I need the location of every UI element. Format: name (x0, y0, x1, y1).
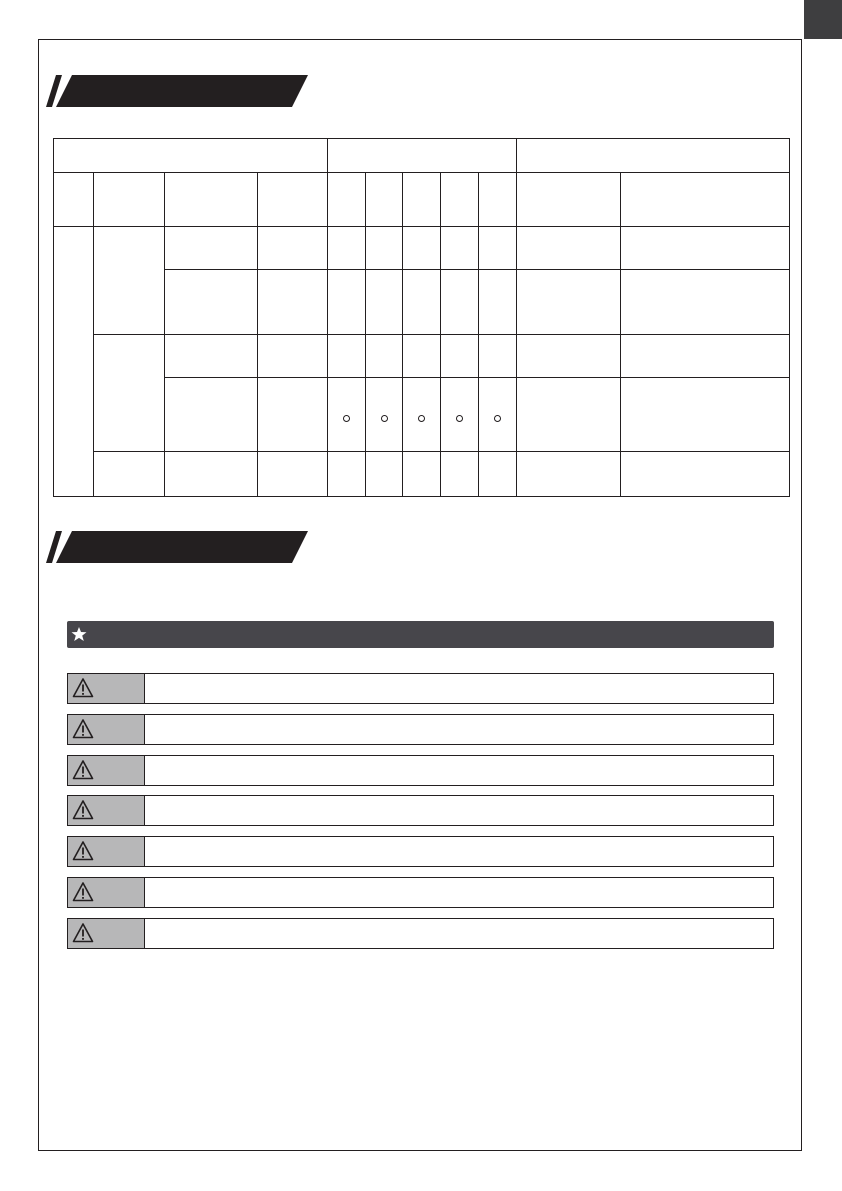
circle-mark (418, 415, 425, 422)
warning-triangle-icon (72, 840, 94, 867)
table-cell (328, 452, 366, 497)
warning-label (68, 756, 145, 785)
table-cell (441, 452, 479, 497)
table-cell (403, 452, 441, 497)
table-cell (54, 173, 94, 227)
table-cell (441, 173, 479, 227)
table-cell (403, 335, 441, 378)
table-cell (479, 335, 517, 378)
table-cell (366, 335, 403, 378)
table-header-row (54, 139, 790, 173)
table-cell (441, 270, 479, 335)
warning-row (67, 714, 774, 745)
table-subgroup-cell (94, 335, 165, 452)
table-cell (366, 270, 403, 335)
table-cell (258, 452, 328, 497)
circle-mark (343, 415, 350, 422)
table-cell (258, 378, 328, 452)
table-cell (517, 452, 621, 497)
table-cell (165, 270, 258, 335)
warning-row (67, 836, 774, 867)
table-row (54, 270, 790, 335)
table-cell (258, 227, 328, 270)
table-cell (517, 335, 621, 378)
warning-row (67, 877, 774, 908)
table-header-cell-1 (54, 139, 328, 173)
table-subgroup-cell (94, 452, 165, 497)
chapter-tab (804, 0, 842, 39)
circle-mark (381, 415, 388, 422)
warning-triangle-icon (72, 759, 94, 786)
warning-triangle-icon (72, 922, 94, 949)
table-cell (517, 173, 621, 227)
table-cell (366, 173, 403, 227)
table-cell (403, 173, 441, 227)
warning-label (68, 715, 145, 744)
table-cell (165, 335, 258, 378)
table-cell (328, 378, 366, 452)
table-cell (403, 270, 441, 335)
warning-row (67, 795, 774, 826)
warning-triangle-icon (72, 799, 94, 826)
table-cell (366, 227, 403, 270)
warning-label (68, 837, 145, 866)
table-cell (165, 227, 258, 270)
table-header-cell-2 (328, 139, 517, 173)
table-cell (165, 378, 258, 452)
warning-label (68, 919, 145, 948)
table-cell (517, 227, 621, 270)
table-group-cell (54, 227, 94, 497)
warning-triangle-icon (72, 718, 94, 745)
table-subgroup-cell (94, 227, 165, 335)
table-cell (621, 335, 790, 378)
table-cell (479, 270, 517, 335)
table-row (54, 335, 790, 378)
circle-mark (456, 415, 463, 422)
table-cell (258, 270, 328, 335)
table-row-marked (54, 378, 790, 452)
warning-label (68, 878, 145, 907)
circle-mark (494, 415, 501, 422)
table-cell (328, 227, 366, 270)
warning-triangle-icon (72, 677, 94, 704)
table-cell (441, 227, 479, 270)
table-cell (479, 227, 517, 270)
table-cell (441, 335, 479, 378)
warning-triangle-icon (72, 881, 94, 908)
table-cell (94, 173, 165, 227)
table-cell (621, 173, 790, 227)
table-cell (621, 227, 790, 270)
table-cell (621, 270, 790, 335)
table-cell (517, 270, 621, 335)
warning-label (68, 674, 145, 703)
table-cell (479, 378, 517, 452)
section-banner-1 (46, 75, 308, 107)
table-cell (441, 378, 479, 452)
star-icon (71, 626, 87, 642)
table-cell (165, 452, 258, 497)
table-cell (366, 378, 403, 452)
table-cell (328, 270, 366, 335)
warning-label (68, 796, 145, 825)
table-cell (165, 173, 258, 227)
table-subheader-row (54, 173, 790, 227)
warning-row (67, 673, 774, 704)
table-cell (621, 378, 790, 452)
table-cell (258, 173, 328, 227)
table-cell (258, 335, 328, 378)
table-row (54, 227, 790, 270)
spec-table (53, 138, 790, 497)
table-cell (403, 227, 441, 270)
table-cell (328, 173, 366, 227)
table-header-cell-3 (517, 139, 790, 173)
warning-row (67, 755, 774, 786)
warning-row (67, 918, 774, 949)
table-cell (403, 378, 441, 452)
table-row (54, 452, 790, 497)
table-cell (479, 452, 517, 497)
table-cell (366, 452, 403, 497)
table-cell (328, 335, 366, 378)
table-cell (479, 173, 517, 227)
notice-header-bar (67, 621, 774, 648)
table-cell (517, 378, 621, 452)
table-cell (621, 452, 790, 497)
section-banner-2 (46, 531, 308, 563)
